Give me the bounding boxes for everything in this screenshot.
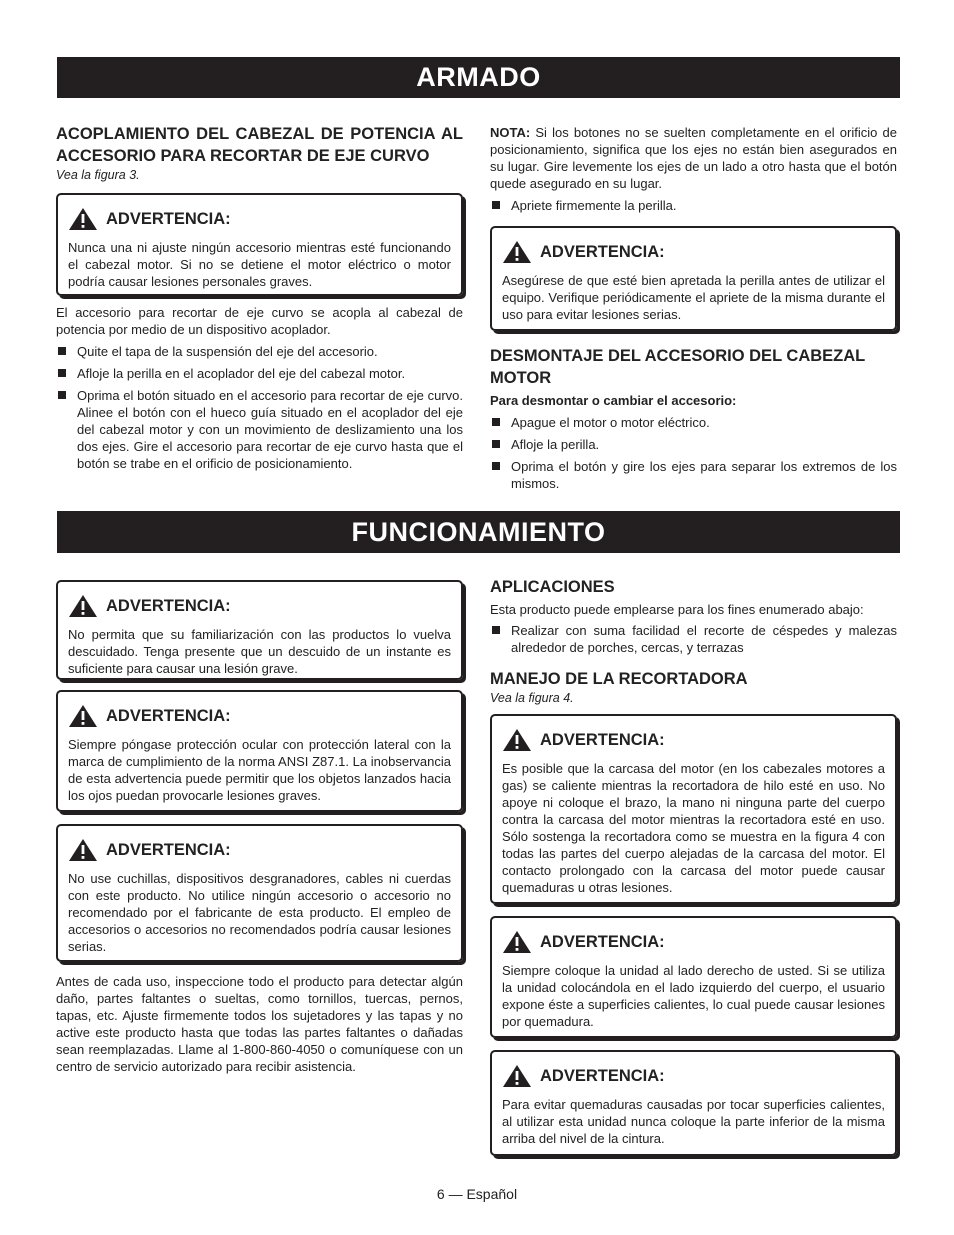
attach-steps-list — [56, 343, 463, 472]
note-paragraph — [490, 124, 897, 192]
warning-box-right-side — [490, 916, 897, 1038]
warning-title: ADVERTENCIA: — [106, 209, 231, 228]
warning-title: ADVERTENCIA: — [106, 596, 231, 615]
warning-triangle-icon — [68, 704, 98, 728]
warning-text: No permita que su familiarización con las productos lo vuelva descuidado. Tenga presente que un descuido de un instante es suficiente para causar una lesión grave. — [68, 627, 451, 676]
warning-triangle-icon — [68, 207, 98, 231]
warning-triangle-icon — [68, 838, 98, 862]
remove-steps-list — [490, 414, 897, 492]
applications-intro: Esta producto puede emplearse para los fines enumerado abajo: — [490, 602, 864, 617]
armado-left-column — [56, 123, 463, 472]
warning-text: Nunca una ni ajuste ningún accesorio mientras esté funcionando el cabezal motor. Si no se detiene el motor eléctrico o motor podría causar lesiones personales graves. — [68, 240, 451, 289]
warning-box-tighten — [490, 226, 897, 331]
handling-title: MANEJO DE LA RECORTADORA — [490, 670, 748, 688]
list-item: Afloje la perilla en el acoplador del eje del cabezal motor. — [56, 365, 463, 382]
warning-title: ADVERTENCIA: — [106, 840, 231, 859]
warning-box-eye-protection — [56, 690, 463, 812]
note-label: NOTA: — [490, 125, 531, 140]
remove-section-title: DESMONTAJE DEL ACCESORIO DEL CABEZAL MOTOR — [490, 347, 865, 387]
list-item: Apriete firmemente la perilla. — [490, 197, 897, 214]
list-item: Realizar con suma facilidad el recorte de céspedes y malezas alrededor de porches, cercas, y terrazas — [490, 622, 897, 656]
warning-title: ADVERTENCIA: — [540, 242, 665, 261]
warning-text: Siempre coloque la unidad al lado derecho de usted. Si se utiliza la unidad colocándola en el lado izquierdo del cuerpo, el usuario expone éste a superficies calientes, lo cual puede causar lesiones por quemadura. — [502, 963, 885, 1029]
warning-triangle-icon — [502, 240, 532, 264]
armado-banner: ARMADO — [57, 57, 900, 98]
warning-box-waist-level — [490, 1050, 897, 1156]
warning-box-attach — [56, 193, 463, 296]
warning-title: ADVERTENCIA: — [540, 1066, 665, 1085]
remove-subtitle: Para desmontar o cambiar el accesorio: — [490, 393, 737, 408]
note-text: Si los botones no se suelten completamente en el orificio de posicionamiento, significa que los ejes no están bien asegurados en su lugar. Gire levemente los ejes de un lado a otro hasta que el botón quede asegurado en su lugar. — [490, 125, 897, 191]
warning-text: Siempre póngase protección ocular con protección lateral con la marca de cumplimiento de la norma ANSI Z87.1. La inobservancia de esta advertencia puede permitir que los objetos lanzados hacia los ojos puedan provocarle lesiones graves. — [68, 737, 451, 803]
warning-triangle-icon — [502, 930, 532, 954]
warning-text: Para evitar quemaduras causadas por tocar superficies calientes, al utilizar esta unidad nunca coloque la parte inferior de la misma arriba del nivel de la cintura. — [502, 1097, 885, 1146]
warning-title: ADVERTENCIA: — [106, 706, 231, 725]
warning-text: Es posible que la carcasa del motor (en los cabezales motores a gas) se caliente mientras la recortadora de hilo esté en uso. No apoye ni coloque el brazo, la mano ni ninguna parte del cuerpo contra la carcasa del motor mientras la recortadora esté en uso. Sólo sostenga la recortadora como se muestra en la figura 4 con todas las partes del cuerpo alejadas de la carcasa del motor. El contacto prolongado con la carcasa del motor puede causar quemaduras u otras lesiones. — [502, 761, 885, 895]
attach-figure-ref: Vea la figura 3. — [56, 168, 140, 182]
funcionamiento-banner: FUNCIONAMIENTO — [57, 511, 900, 553]
armado-right-column — [490, 124, 897, 492]
applications-list — [490, 622, 897, 656]
applications-title: APLICACIONES — [490, 578, 615, 596]
warning-box-accessories — [56, 824, 463, 962]
warning-box-familiarity — [56, 580, 463, 680]
attach-intro: El accesorio para recortar de eje curvo se acopla al cabezal de potencia por medio de un dispositivo acoplador. — [56, 305, 463, 337]
warning-triangle-icon — [502, 728, 532, 752]
handling-figure-ref: Vea la figura 4. — [490, 691, 574, 705]
warning-triangle-icon — [68, 594, 98, 618]
attach-section-title: ACOPLAMIENTO DEL CABEZAL DE POTENCIA AL ACCESORIO PARA RECORTAR DE EJE CURVO — [56, 125, 463, 165]
warning-triangle-icon — [502, 1064, 532, 1088]
funcionamiento-left-column — [56, 580, 463, 1075]
warning-title: ADVERTENCIA: — [540, 932, 665, 951]
page-footer: 6 — Español — [436, 1186, 518, 1202]
warning-title: ADVERTENCIA: — [540, 730, 665, 749]
list-item: Oprima el botón situado en el accesorio para recortar de eje curvo. Alinee el botón con el hueco guía situado en el acoplador del eje del cabezal motor y con un movimiento de deslizamiento una los dos ejes. Gire el accesorio para recortar de eje curvo hasta que el botón se trabe en el orificio de posicionamiento. — [56, 387, 463, 472]
inspection-paragraph: Antes de cada uso, inspeccione todo el producto para detectar algún daño, partes faltantes o sueltas, como tornillos, tuercas, pernos, tapas, etc. Ajuste firmemente todos los sujetadores y las tapas y no active este producto hasta que todas las partes faltantes o dañadas sean reemplazadas. Llame al 1-800-860-4050 o comuníquese con un centro de servicio autorizado para recibir asistencia. — [56, 974, 463, 1074]
list-item: Afloje la perilla. — [490, 436, 897, 453]
warning-text: Asegúrese de que esté bien apretada la perilla antes de utilizar el equipo. Verifique periódicamente el apriete de la misma durante el uso para evitar lesiones serias. — [502, 273, 885, 322]
list-item: Oprima el botón y gire los ejes para separar los extremos de los mismos. — [490, 458, 897, 492]
tighten-list — [490, 197, 897, 214]
list-item: Apague el motor o motor eléctrico. — [490, 414, 897, 431]
list-item: Quite el tapa de la suspensión del eje del accesorio. — [56, 343, 463, 360]
warning-text: No use cuchillas, dispositivos desgranadores, cables ni cuerdas con este producto. No utilice ningún accesorio o accesorio no recomendado por el fabricante de esta producto. El empleo de accesorios o accesorios no recomendados podría causar lesiones serias. — [68, 871, 451, 954]
funcionamiento-right-column — [490, 576, 897, 1156]
warning-box-hot-housing — [490, 714, 897, 904]
